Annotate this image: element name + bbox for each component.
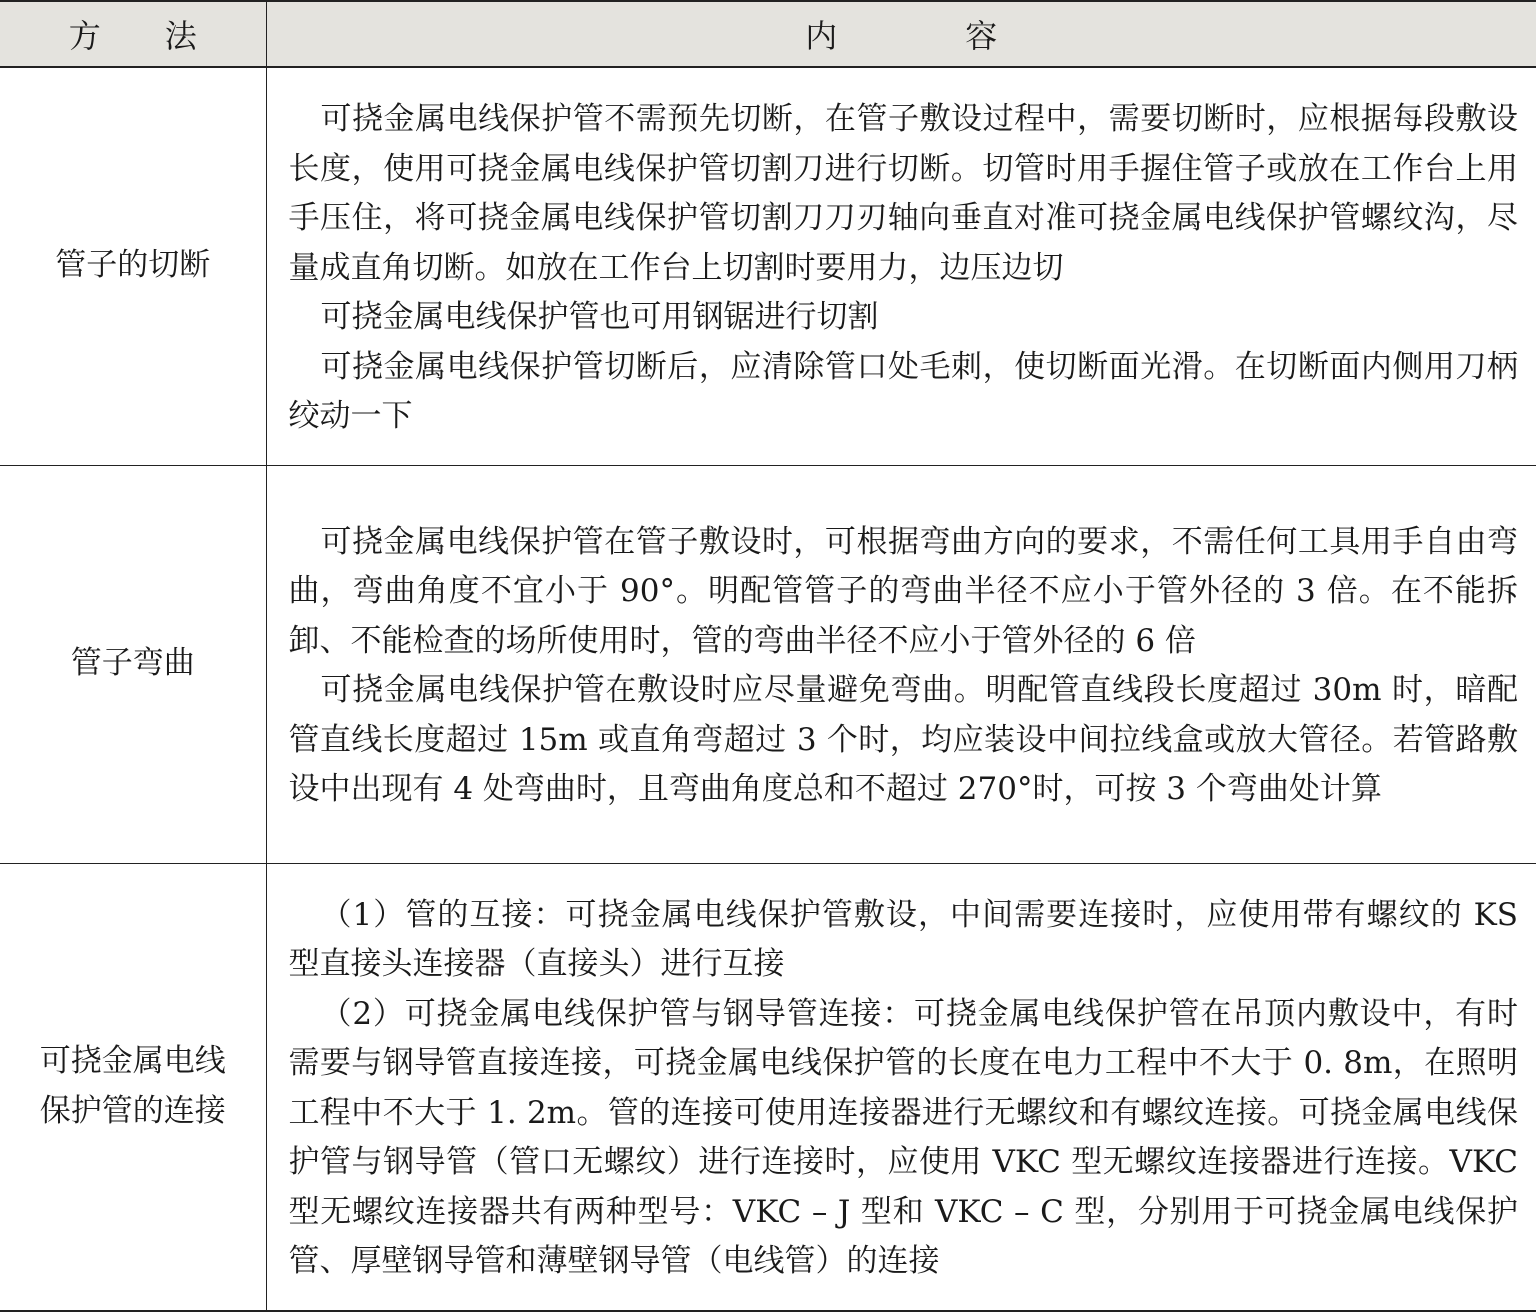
- content-paragraph: 可挠金属电线保护管切断后，应清除管口处毛刺，使切断面光滑。在切断面内侧用刀柄绞动一下: [288, 348, 1518, 434]
- content-cell: [266, 67, 1536, 465]
- method-label: 管子弯曲: [70, 645, 195, 682]
- content-paragraph: （2）可挠金属电线保护管与钢导管连接：可挠金属电线保护管在吊顶内敷设中，有时需要与钢导管直接连接，可挠金属电线保护管的长度在电力工程中不大于 0. 8m，在照明工程中不大于 1. 2m。管的连接可使用连接器进行无螺纹和有螺纹连接。可挠金属电线保护管与钢导管（管口无螺纹）进行连接时，应使用 VKC 型无螺纹连接器进行连接。VKC 型无螺纹连接器共有两种型号：VKC – J 型和 VKC – C 型，分别用于可挠金属电线保护管、厚壁钢导管和薄壁钢导管（电线管）的连接: [288, 995, 1518, 1280]
- table-row: [0, 67, 1536, 465]
- table-header-row: [0, 1, 1536, 67]
- method-cell: [0, 465, 266, 863]
- table-row: [0, 863, 1536, 1311]
- method-label-line: 可挠金属电线: [39, 1043, 226, 1080]
- content-cell: [266, 465, 1536, 863]
- content-paragraph: 可挠金属电线保护管在管子敷设时，可根据弯曲方向的要求，不需任何工具用手自由弯曲，弯曲角度不宜小于 90°。明配管管子的弯曲半径不应小于管外径的 3 倍。在不能拆卸、不能检查的场所使用时，管的弯曲半径不应小于管外径的 6 倍: [288, 523, 1518, 659]
- method-label: 管子的切断: [55, 247, 211, 284]
- content-paragraph: 可挠金属电线保护管也可用钢锯进行切割: [320, 299, 879, 335]
- content-paragraph: 可挠金属电线保护管在敷设时应尽量避免弯曲。明配管直线段长度超过 30m 时，暗配管直线长度超过 15m 或直角弯超过 3 个时，均应装设中间拉线盒或放大管径。若管路敷设中出现有 4 处弯曲时，且弯曲角度总和不超过 270°时，可按 3 个弯曲处计算: [288, 672, 1518, 807]
- table-row: [0, 465, 1536, 863]
- method-cell: [0, 67, 266, 465]
- content-paragraph: 可挠金属电线保护管不需预先切断，在管子敷设过程中，需要切断时，应根据每段敷设长度，使用可挠金属电线保护管切割刀进行切断。切管时用手握住管子或放在工作台上用手压住，将可挠金属电线保护管切割刀刀刃轴向垂直对准可挠金属电线保护管螺纹沟，尽量成直角切断。如放在工作台上切割时要用力，边压边切: [288, 101, 1518, 286]
- content-cell: [266, 863, 1536, 1311]
- header-method: [0, 1, 266, 67]
- method-cell: [0, 863, 266, 1311]
- method-label: [28, 1037, 238, 1136]
- method-label-line: 保护管的连接: [39, 1092, 226, 1129]
- header-method-label: 方 法: [68, 17, 197, 55]
- header-content: [266, 1, 1536, 67]
- header-content-label: 内 容: [805, 17, 998, 55]
- content-paragraph: （1）管的互接：可挠金属电线保护管敷设，中间需要连接时，应使用带有螺纹的 KS 型直接头连接器（直接头）进行互接: [288, 896, 1518, 983]
